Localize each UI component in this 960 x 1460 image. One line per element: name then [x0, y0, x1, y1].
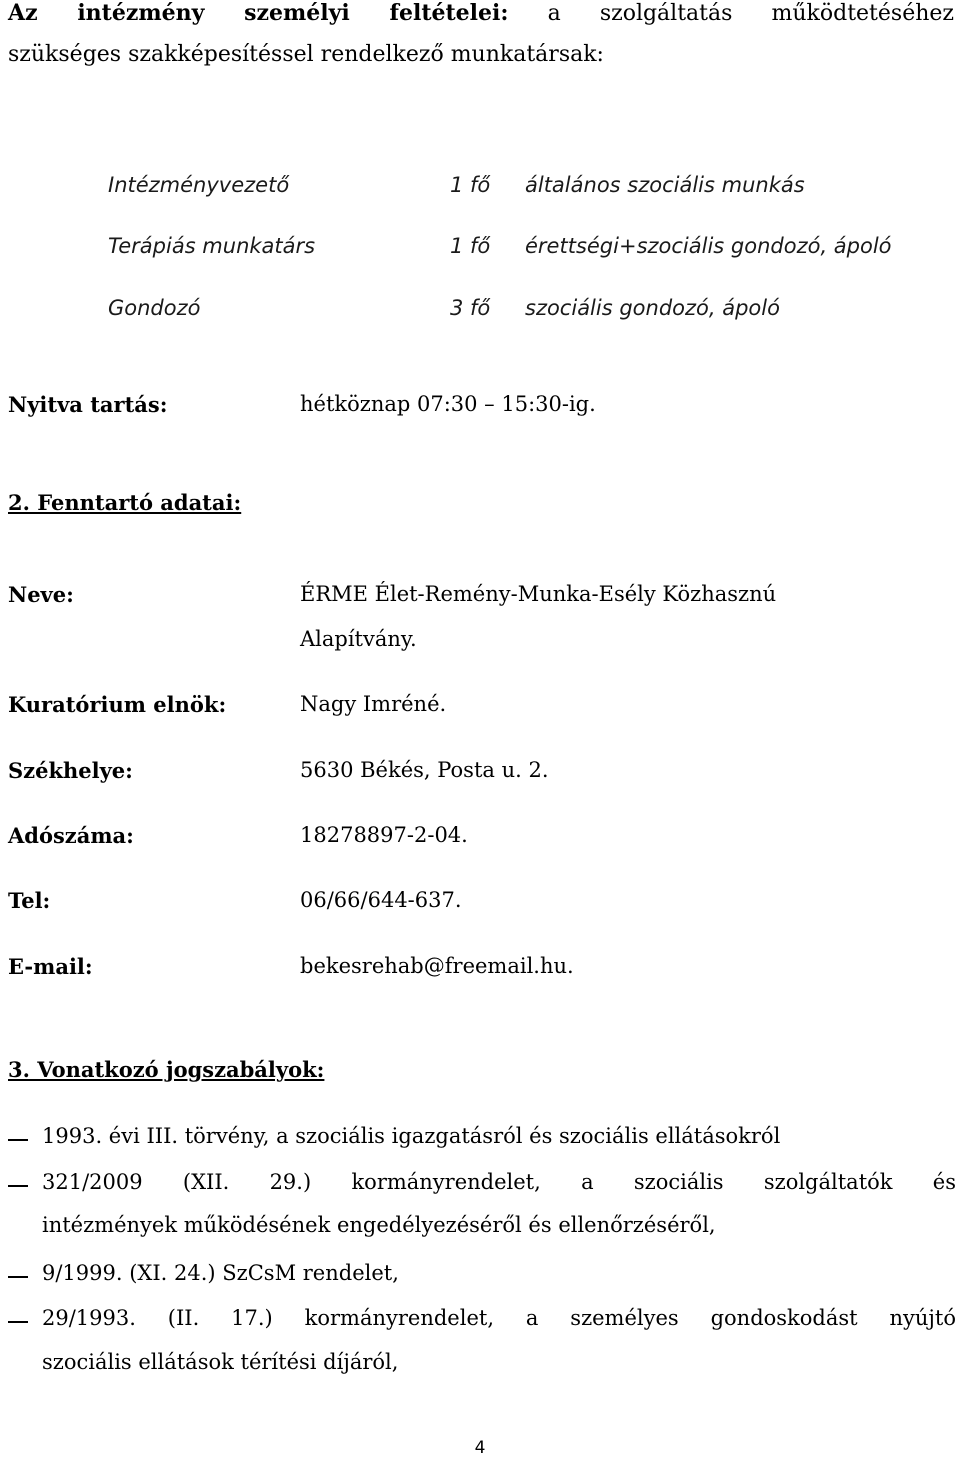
legislation-item: 1993. évi III. törvény, a szociális igazgatásról és szociális ellátásokról — [42, 1124, 781, 1148]
staff-role: Intézményvezető — [108, 173, 290, 197]
staff-qualification: érettségi+szociális gondozó, ápoló — [525, 234, 892, 258]
staff-count: 1 fő — [450, 173, 491, 197]
opening-value: hétköznap 07:30 – 15:30-ig. — [300, 392, 596, 416]
list-bullet-dash — [8, 1185, 28, 1187]
legislation-item: 29/1993. (II. 17.) kormányrendelet, a személyes gondoskodást nyújtó — [42, 1306, 956, 1330]
staff-qualification: szociális gondozó, ápoló — [525, 296, 780, 320]
owner-value-phone: 06/66/644-637. — [300, 888, 462, 912]
owner-value-name-line1: ÉRME Élet-Remény-Munka-Esély Közhasznú — [300, 582, 777, 606]
opening-label: Nyitva tartás: — [8, 392, 168, 417]
owner-value-tax: 18278897-2-04. — [300, 823, 468, 847]
page-number: 4 — [474, 1438, 486, 1458]
owner-label-name: Neve: — [8, 582, 74, 607]
owner-label-tax: Adószáma: — [8, 823, 134, 848]
owner-value-name-line2: Alapítvány. — [300, 627, 417, 651]
owner-value-email: bekesrehab@freemail.hu. — [300, 954, 574, 978]
owner-value-chair: Nagy Imréné. — [300, 692, 447, 716]
legislation-item: 321/2009 (XII. 29.) kormányrendelet, a szociális szolgáltatók és — [42, 1170, 956, 1194]
owner-label-email: E-mail: — [8, 954, 93, 979]
staff-role: Gondozó — [108, 296, 201, 320]
intro-line-1 — [8, 0, 954, 26]
legislation-item: 9/1999. (XI. 24.) SzCsM rendelet, — [42, 1261, 399, 1285]
staff-count: 3 fő — [450, 296, 491, 320]
intro-bold-prefix: Az intézmény személyi feltételei: — [8, 0, 509, 26]
section3-heading: 3. Vonatkozó jogszabályok: — [8, 1057, 325, 1082]
owner-value-seat: 5630 Békés, Posta u. 2. — [300, 758, 549, 782]
section2-heading: 2. Fenntartó adatai: — [8, 490, 242, 515]
intro-line1-rest: a szolgáltatás működtetéséhez — [547, 1, 955, 26]
list-bullet-dash — [8, 1139, 28, 1141]
staff-role: Terápiás munkatárs — [108, 234, 316, 258]
owner-label-phone: Tel: — [8, 888, 51, 913]
staff-count: 1 fő — [450, 234, 491, 258]
intro-line-2: szükséges szakképesítéssel rendelkező munkatársak: — [8, 42, 604, 67]
legislation-item-cont: szociális ellátások térítési díjáról, — [42, 1350, 399, 1374]
owner-label-chair: Kuratórium elnök: — [8, 692, 227, 717]
legislation-item-cont: intézmények működésének engedélyezéséről és ellenőrzéséről, — [42, 1213, 716, 1237]
list-bullet-dash — [8, 1276, 28, 1278]
staff-qualification: általános szociális munkás — [525, 173, 805, 197]
list-bullet-dash — [8, 1321, 28, 1323]
owner-label-seat: Székhelye: — [8, 758, 133, 783]
